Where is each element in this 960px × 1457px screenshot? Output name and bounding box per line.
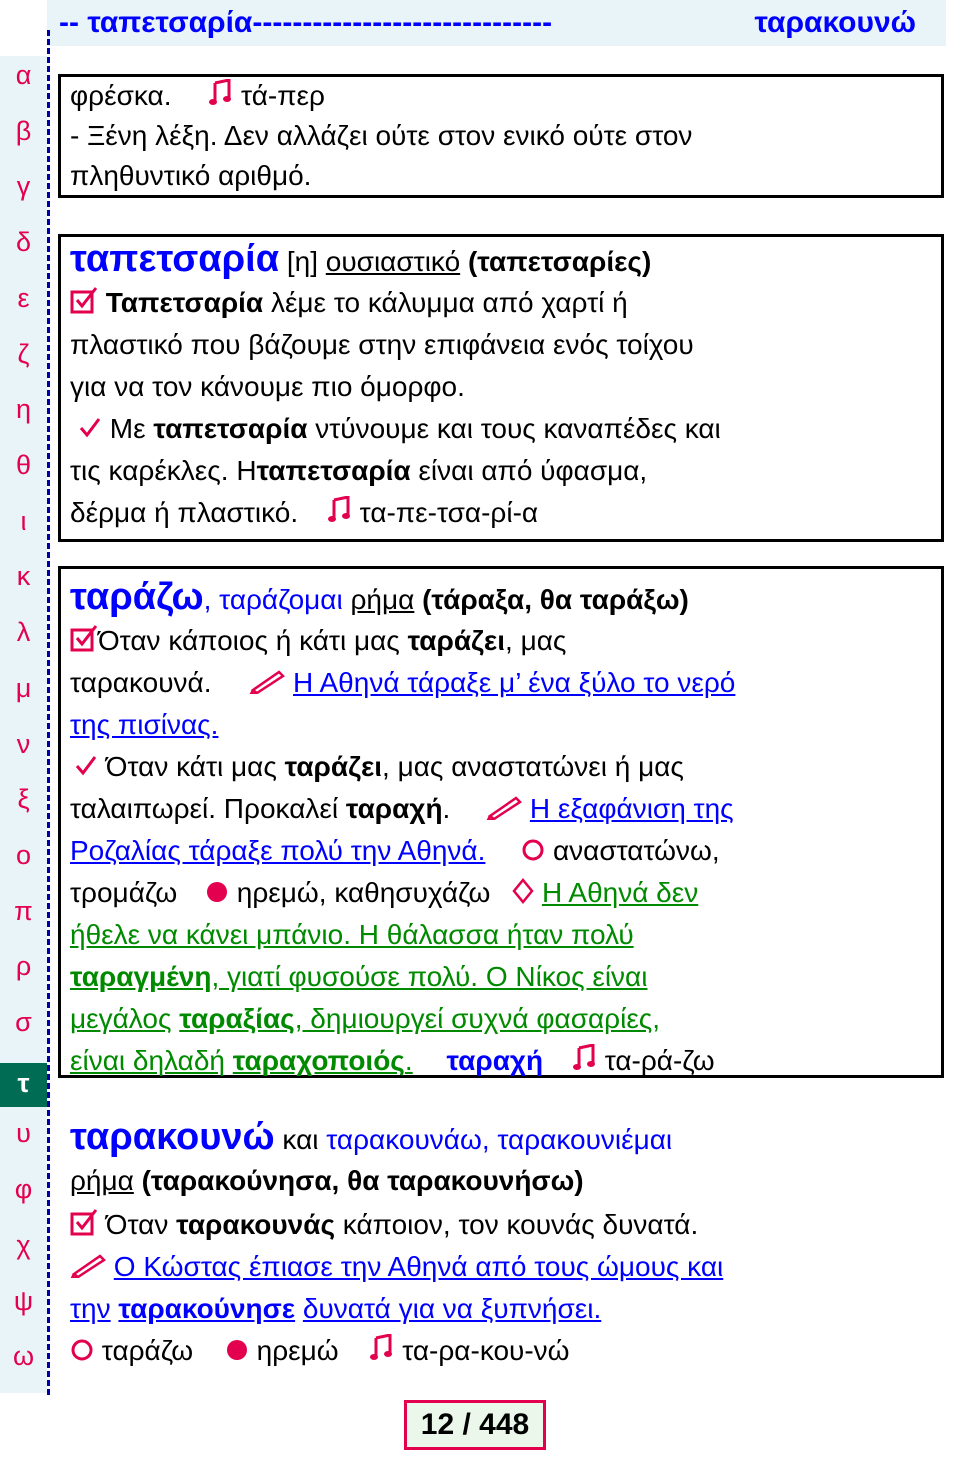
syllables: τά-περ [241,80,325,111]
definition-text: , μας [505,625,567,656]
sidebar-letter-18[interactable]: σ [15,1007,32,1038]
example-text: τις καρέκλες. Η [70,455,257,486]
definition-text: . [442,793,451,824]
entry-text: φρέσκα. [70,80,172,111]
sidebar-letter-1[interactable]: α [15,60,32,90]
example-text: είναι από ύφασμα, [418,455,648,486]
sidebar-letter-11[interactable]: λ [16,617,31,648]
sidebar-letter-9[interactable]: ι [20,505,27,536]
definition-text: λέμε το κάλυμμα από χαρτί ή [270,287,628,318]
example-text: Με [109,413,146,444]
definition-text: Όταν [105,1209,169,1240]
checkmark-icon [78,410,102,452]
definition-text: πλαστικό που βάζουμε στην επιφάνεια ενός τοίχου [70,329,694,360]
music-note-icon [209,77,233,119]
sidebar-letter-7[interactable]: η [15,394,32,425]
sidebar-letter-17[interactable]: ρ [15,951,32,982]
sidebar-letter-20[interactable]: υ [16,1118,31,1149]
example-text: Η Αθηνά τάραξε μ’ ένα ξύλο το νερό [293,667,736,698]
entry-tapetsaria [70,238,940,538]
synonym-text: αναστατώνω, [552,835,720,866]
headword: ταρακουνώ [70,1116,275,1158]
headword: ταράζω [70,576,204,618]
related-text: μεγάλος [70,1003,172,1034]
checkbox-icon [70,284,98,326]
related-text: , δημιουργεί συχνά φασαρίες, [294,1003,661,1034]
sidebar-letter-14[interactable]: ξ [17,784,30,815]
definition-text: για να τον κάνουμε πιο όμορφο. [70,371,465,402]
page-number: 12 / 448 [404,1400,546,1450]
verb-forms: (ταρακούνησα, θα ταρακουνήσω) [141,1165,584,1196]
related-text: Η Αθηνά δεν [541,877,699,908]
checkmark-icon [74,748,98,790]
sidebar-letter-23[interactable]: ψ [13,1285,34,1316]
entry-text: - Ξένη λέξη. Δεν αλλάζει ούτε στον ενικό ούτε στον [70,120,693,151]
example-text: Η εξαφάνιση της [529,793,734,824]
related-term: ταραχοποιός [232,1045,405,1076]
sidebar-letter-16[interactable]: π [14,895,33,926]
antonym-dot-icon [225,1332,249,1374]
example-text: Ο Κώστας έπιασε την Αθηνά από τους ώμους και [113,1251,724,1282]
checkbox-icon [70,1206,98,1248]
example-term: ταπετσαρία [153,413,308,444]
pencil-icon [249,664,285,706]
sidebar-letter-6[interactable]: ζ [17,338,30,369]
definition-text: ταρακουνά. [70,667,212,698]
antonym-text: ηρεμώ, καθησυχάζω [236,877,491,908]
part-of-speech: ουσιαστικό [325,246,461,277]
synonym-text: τρομάζω [70,877,178,908]
pencil-icon [70,1248,106,1290]
example-term: ταρακούνησε [118,1293,296,1324]
example-text: την [70,1293,111,1324]
definition-text: ταλαιπωρεί. Προκαλεί [70,793,339,824]
alternate-form: ταρακουνάω, ταρακουνιέμαι [326,1124,673,1155]
conjunction: και [282,1124,319,1155]
example-text: δέρμα ή πλαστικό. [70,497,299,528]
sidebar-letter-10[interactable]: κ [16,561,31,592]
related-term: ταραξίας [179,1003,295,1034]
entry-text: πληθυντικό αριθμό. [70,160,312,191]
sidebar-letter-4[interactable]: δ [15,227,32,258]
syllables: τα-ρά-ζω [604,1045,715,1076]
definition-term: ταράζει [284,751,383,782]
syllables: τα-ρα-κου-νώ [402,1335,570,1366]
example-text: ντύνουμε και τους καναπέδες και [315,413,721,444]
related-term: ταραγμένη [70,961,212,992]
verb-forms: (τάραξα, θα ταράξω) [422,584,689,615]
definition-text: Όταν κάτι μας [105,751,277,782]
sidebar-divider [47,30,50,1395]
music-note-icon [573,1042,597,1084]
sidebar-letter-5[interactable]: ε [17,282,30,313]
antonym-text: ηρεμώ [256,1335,339,1366]
alternate-form: , ταράζομαι [203,584,343,615]
alphabet-sidebar [0,56,47,1393]
sidebar-letter-13[interactable]: ν [16,728,31,759]
sidebar-letter-24[interactable]: ω [12,1341,35,1372]
header-last-word: ταρακουνώ [754,6,916,39]
page-header [47,0,946,46]
related-text: . [404,1045,413,1076]
antonym-dot-icon [205,874,229,916]
part-of-speech: ρήμα [70,1165,134,1196]
gender: [η] [286,246,318,277]
synonym-circle-icon [521,832,545,874]
derived-word: ταραχή [446,1045,544,1076]
definition-text: Όταν κάποιος ή κάτι μας [98,625,400,656]
sidebar-letter-2[interactable]: β [15,115,32,146]
sidebar-letter-21[interactable]: φ [14,1174,33,1205]
sidebar-letter-22[interactable]: χ [16,1229,31,1260]
related-text: είναι δηλαδή [70,1045,225,1076]
headword: ταπετσαρία [70,238,280,280]
definition-term: ταραχή [345,793,443,824]
definition-text: , μας αναστατώνει ή μας [382,751,684,782]
music-note-icon [370,1332,394,1374]
example-term: ταπετσαρία [256,455,411,486]
example-text: δυνατά για να ξυπνήσει. [302,1293,602,1324]
sidebar-letter-8[interactable]: θ [15,449,32,480]
entry-tarazo [70,576,940,1076]
synonym-circle-icon [70,1332,94,1374]
syllables: τα-πε-τσα-ρί-α [359,497,539,528]
header-first-word: -- ταπετσαρία------------------------------ [59,6,553,39]
related-text: , γιατί φυσούσε πολύ. Ο Νίκος είναι [211,961,648,992]
pencil-icon [486,790,522,832]
related-text: ήθελε να κάνει μπάνιο. Η θάλασσα ήταν πολύ [70,919,634,950]
sidebar-letter-12[interactable]: μ [15,672,32,703]
sidebar-letter-3[interactable]: γ [16,171,31,202]
sidebar-letter-15[interactable]: ο [15,839,32,870]
example-text: της πισίνας. [70,709,219,740]
sidebar-letter-19[interactable]: τ [0,1063,47,1107]
entry-fresco-tail [70,75,940,197]
plural-form: (ταπετσαρίες) [467,246,652,277]
example-text: Ροζαλίας τάραξε πολύ την Αθηνά. [70,835,486,866]
definition-text: κάποιον, τον κουνάς δυνατά. [342,1209,699,1240]
checkbox-icon [70,622,98,664]
synonym-text: ταράζω [101,1335,194,1366]
part-of-speech: ρήμα [350,584,415,615]
definition-term: ταρακουνάς [176,1209,336,1240]
entry-tarakouno [70,1116,950,1376]
music-note-icon [328,494,352,536]
definition-term: ταράζει [407,625,506,656]
diamond-icon [512,874,534,916]
definition-term: Ταπετσαρία [105,287,264,318]
